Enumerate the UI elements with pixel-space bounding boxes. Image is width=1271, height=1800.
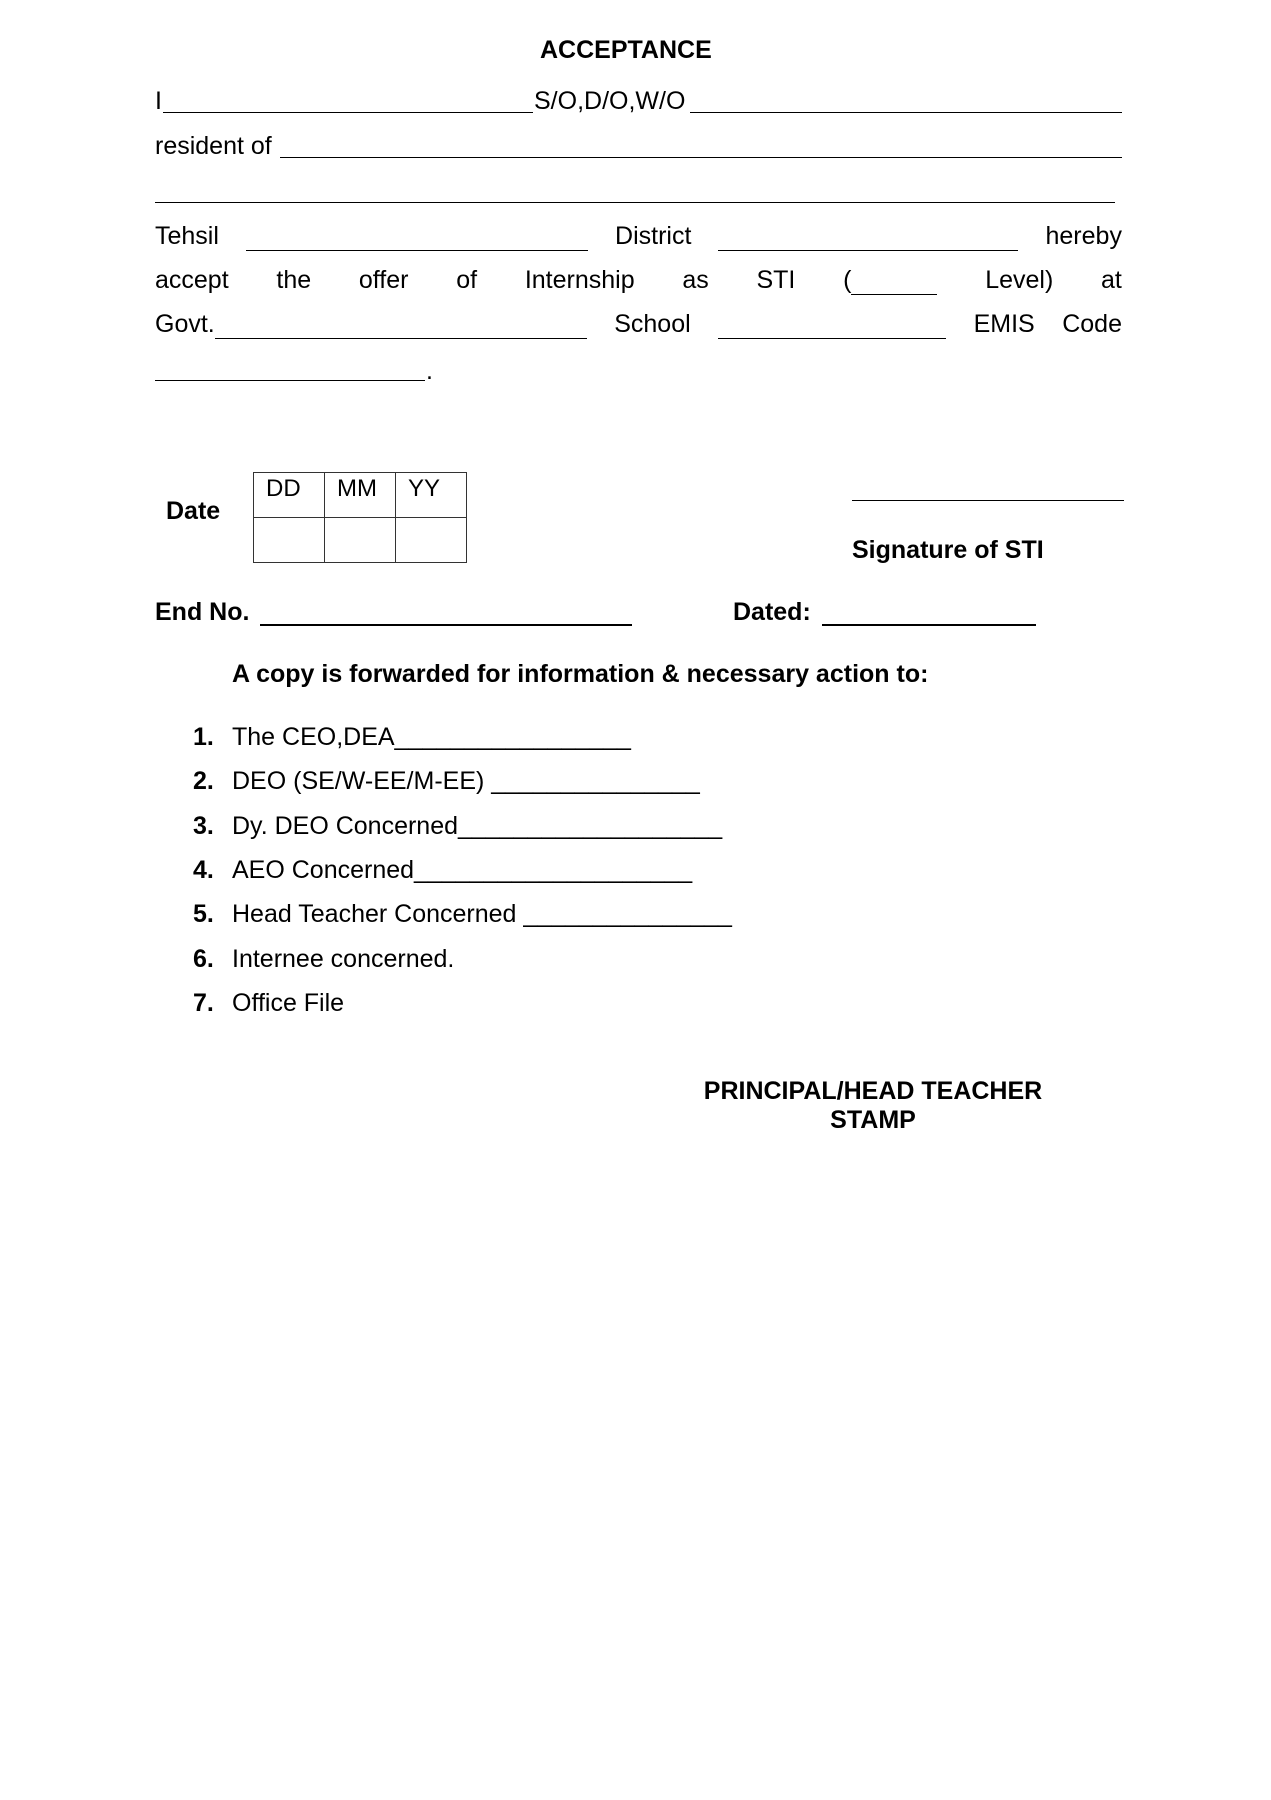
dd-input-cell[interactable]: [254, 518, 325, 563]
list-item: 3. Dy. DEO Concerned___________________: [193, 812, 723, 840]
word: Level): [985, 266, 1054, 294]
dated-label: Dated:: [733, 598, 811, 626]
word: offer: [358, 266, 409, 294]
school-label: School: [614, 310, 691, 338]
mm-header: MM: [325, 473, 396, 518]
mm-input-cell[interactable]: [325, 518, 396, 563]
emis-code-blank[interactable]: [155, 380, 425, 381]
list-item: 7. Office File: [193, 989, 345, 1017]
school-name-blank[interactable]: [215, 316, 587, 339]
emis-label: EMIS: [973, 310, 1035, 338]
signature-blank[interactable]: [852, 500, 1124, 501]
page-title: ACCEPTANCE: [540, 36, 712, 64]
word: Internship: [524, 266, 635, 294]
school-line: [155, 309, 1122, 339]
govt-field: Govt.: [155, 309, 587, 339]
list-item: 1. The CEO,DEA_________________: [193, 723, 631, 751]
dd-header: DD: [254, 473, 325, 518]
signature-label: Signature of STI: [852, 536, 1044, 564]
district-blank[interactable]: [718, 228, 1018, 251]
list-item: 5. Head Teacher Concerned _______________: [193, 900, 732, 928]
address-blank[interactable]: [280, 157, 1122, 158]
stamp-title: PRINCIPAL/HEAD TEACHER: [703, 1077, 1043, 1105]
tehsil-label: Tehsil: [155, 222, 219, 250]
date-label: Date: [166, 497, 221, 525]
date-grid: [253, 472, 467, 563]
district-label: District: [615, 222, 692, 250]
list-item: 4. AEO Concerned____________________: [193, 856, 693, 884]
code-label: Code: [1062, 310, 1122, 338]
yy-input-cell[interactable]: [396, 518, 467, 563]
word: as: [682, 266, 709, 294]
word: at: [1101, 266, 1122, 294]
list-item: 6. Internee concerned.: [193, 945, 455, 973]
relation-label: S/O,D/O,W/O: [534, 87, 686, 115]
copy-heading: A copy is forwarded for information & necessary action to:: [232, 660, 929, 688]
resident-label: resident of: [155, 132, 272, 160]
level-blank[interactable]: [851, 272, 937, 295]
internship-line: [155, 265, 1122, 295]
yy-header: YY: [396, 473, 467, 518]
address-blank-2[interactable]: [155, 202, 1115, 203]
name-prefix: I: [155, 87, 162, 115]
word: the: [276, 266, 312, 294]
end-no-label: End No.: [155, 598, 250, 626]
end-no-blank[interactable]: [260, 624, 632, 626]
tehsil-district-line: [155, 221, 1122, 251]
word: STI: [756, 266, 796, 294]
hereby-text: hereby: [1045, 222, 1122, 250]
word: of: [456, 266, 478, 294]
list-item: 2. DEO (SE/W-EE/M-EE) _______________: [193, 767, 700, 795]
name-blank[interactable]: [163, 112, 533, 113]
tehsil-blank[interactable]: [246, 228, 588, 251]
stamp-label: STAMP: [830, 1106, 916, 1134]
level-field: (: [843, 265, 937, 295]
period: .: [426, 357, 433, 385]
word: accept: [155, 266, 229, 294]
dated-blank[interactable]: [822, 624, 1036, 626]
relation-name-blank[interactable]: [690, 112, 1122, 113]
school-extra-blank[interactable]: [718, 316, 946, 339]
